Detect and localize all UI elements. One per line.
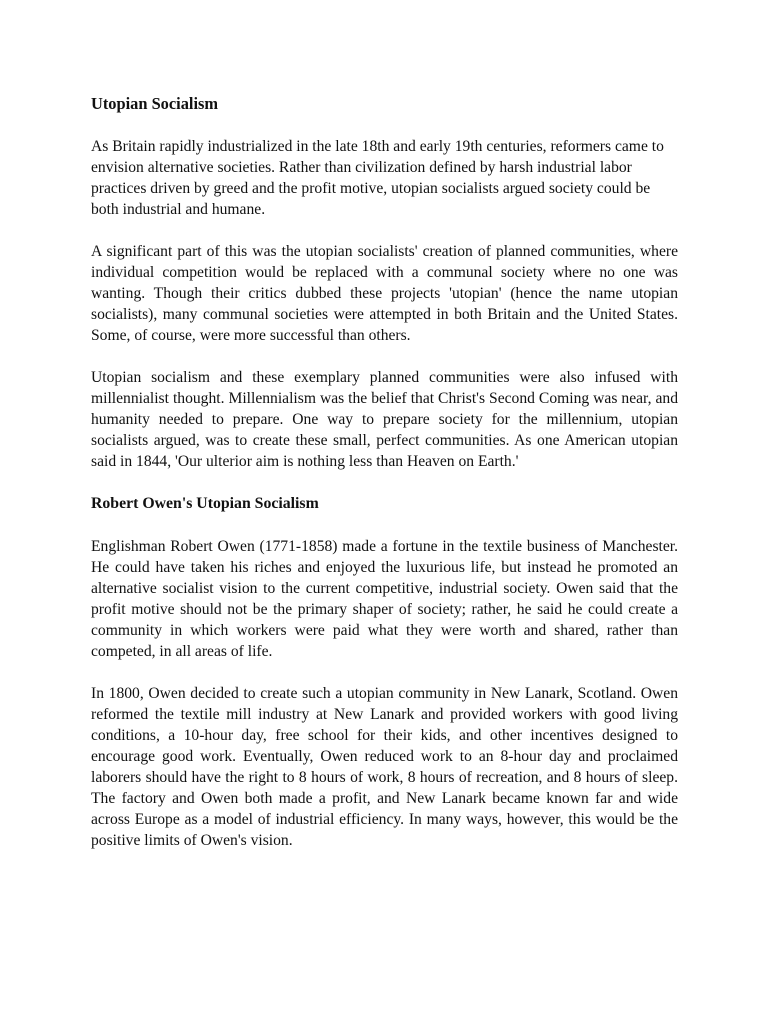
document-page — [91, 93, 678, 872]
paragraph-industrialization: As Britain rapidly industrialized in the late 18th and early 19th centuries, reformers came to envision alternative societies. Rather than civilization defined by harsh industrial labor practices driven by greed and the profit motive, utopian socialists argued society could be both industrial and humane. — [91, 138, 664, 218]
paragraph-millennialism: Utopian socialism and these exemplary planned communities were also infused with millennialist thought. Millennialism was the belief that Christ's Second Coming was near, and humanity needed to prepare. One way to prepare society for the millennium, utopian socialists argued, was to create these small, perfect communities. As one American utopian said in 1844, 'Our ulterior aim is nothing less than Heaven on Earth.' — [91, 369, 678, 470]
paragraph-planned-communities: A significant part of this was the utopian socialists' creation of planned communities, where individual competition would be replaced with a communal society where no one was wanting. Though their critics dubbed these projects 'utopian' (hence the name utopian socialists), many communal societies were attempted in both Britain and the United States. Some, of course, were more successful than others. — [91, 243, 678, 344]
section-heading-robert-owen: Robert Owen's Utopian Socialism — [91, 495, 319, 512]
paragraph-robert-owen-bio: Englishman Robert Owen (1771-1858) made a fortune in the textile business of Manchester. He could have taken his riches and enjoyed the luxurious life, but instead he promoted an alternative socialist vision to the current competitive, industrial society. Owen said that the profit motive should not be the primary shaper of society; rather, he said he could create a community in which workers were paid what they were worth and shared, rather than competed, in all areas of life. — [91, 538, 678, 660]
paragraph-new-lanark: In 1800, Owen decided to create such a utopian community in New Lanark, Scotland. Owen reformed the textile mill industry at New Lanark and provided workers with good living conditions, a 10-hour day, free school for their kids, and other incentives designed to encourage good work. Eventually, Owen reduced work to an 8-hour day and proclaimed laborers should have the right to 8 hours of work, 8 hours of recreation, and 8 hours of sleep. The factory and Owen both made a profit, and New Lanark became known far and wide across Europe as a model of industrial efficiency. In many ways, however, this would be the positive limits of Owen's vision. — [91, 685, 678, 849]
document-title: Utopian Socialism — [91, 94, 219, 113]
